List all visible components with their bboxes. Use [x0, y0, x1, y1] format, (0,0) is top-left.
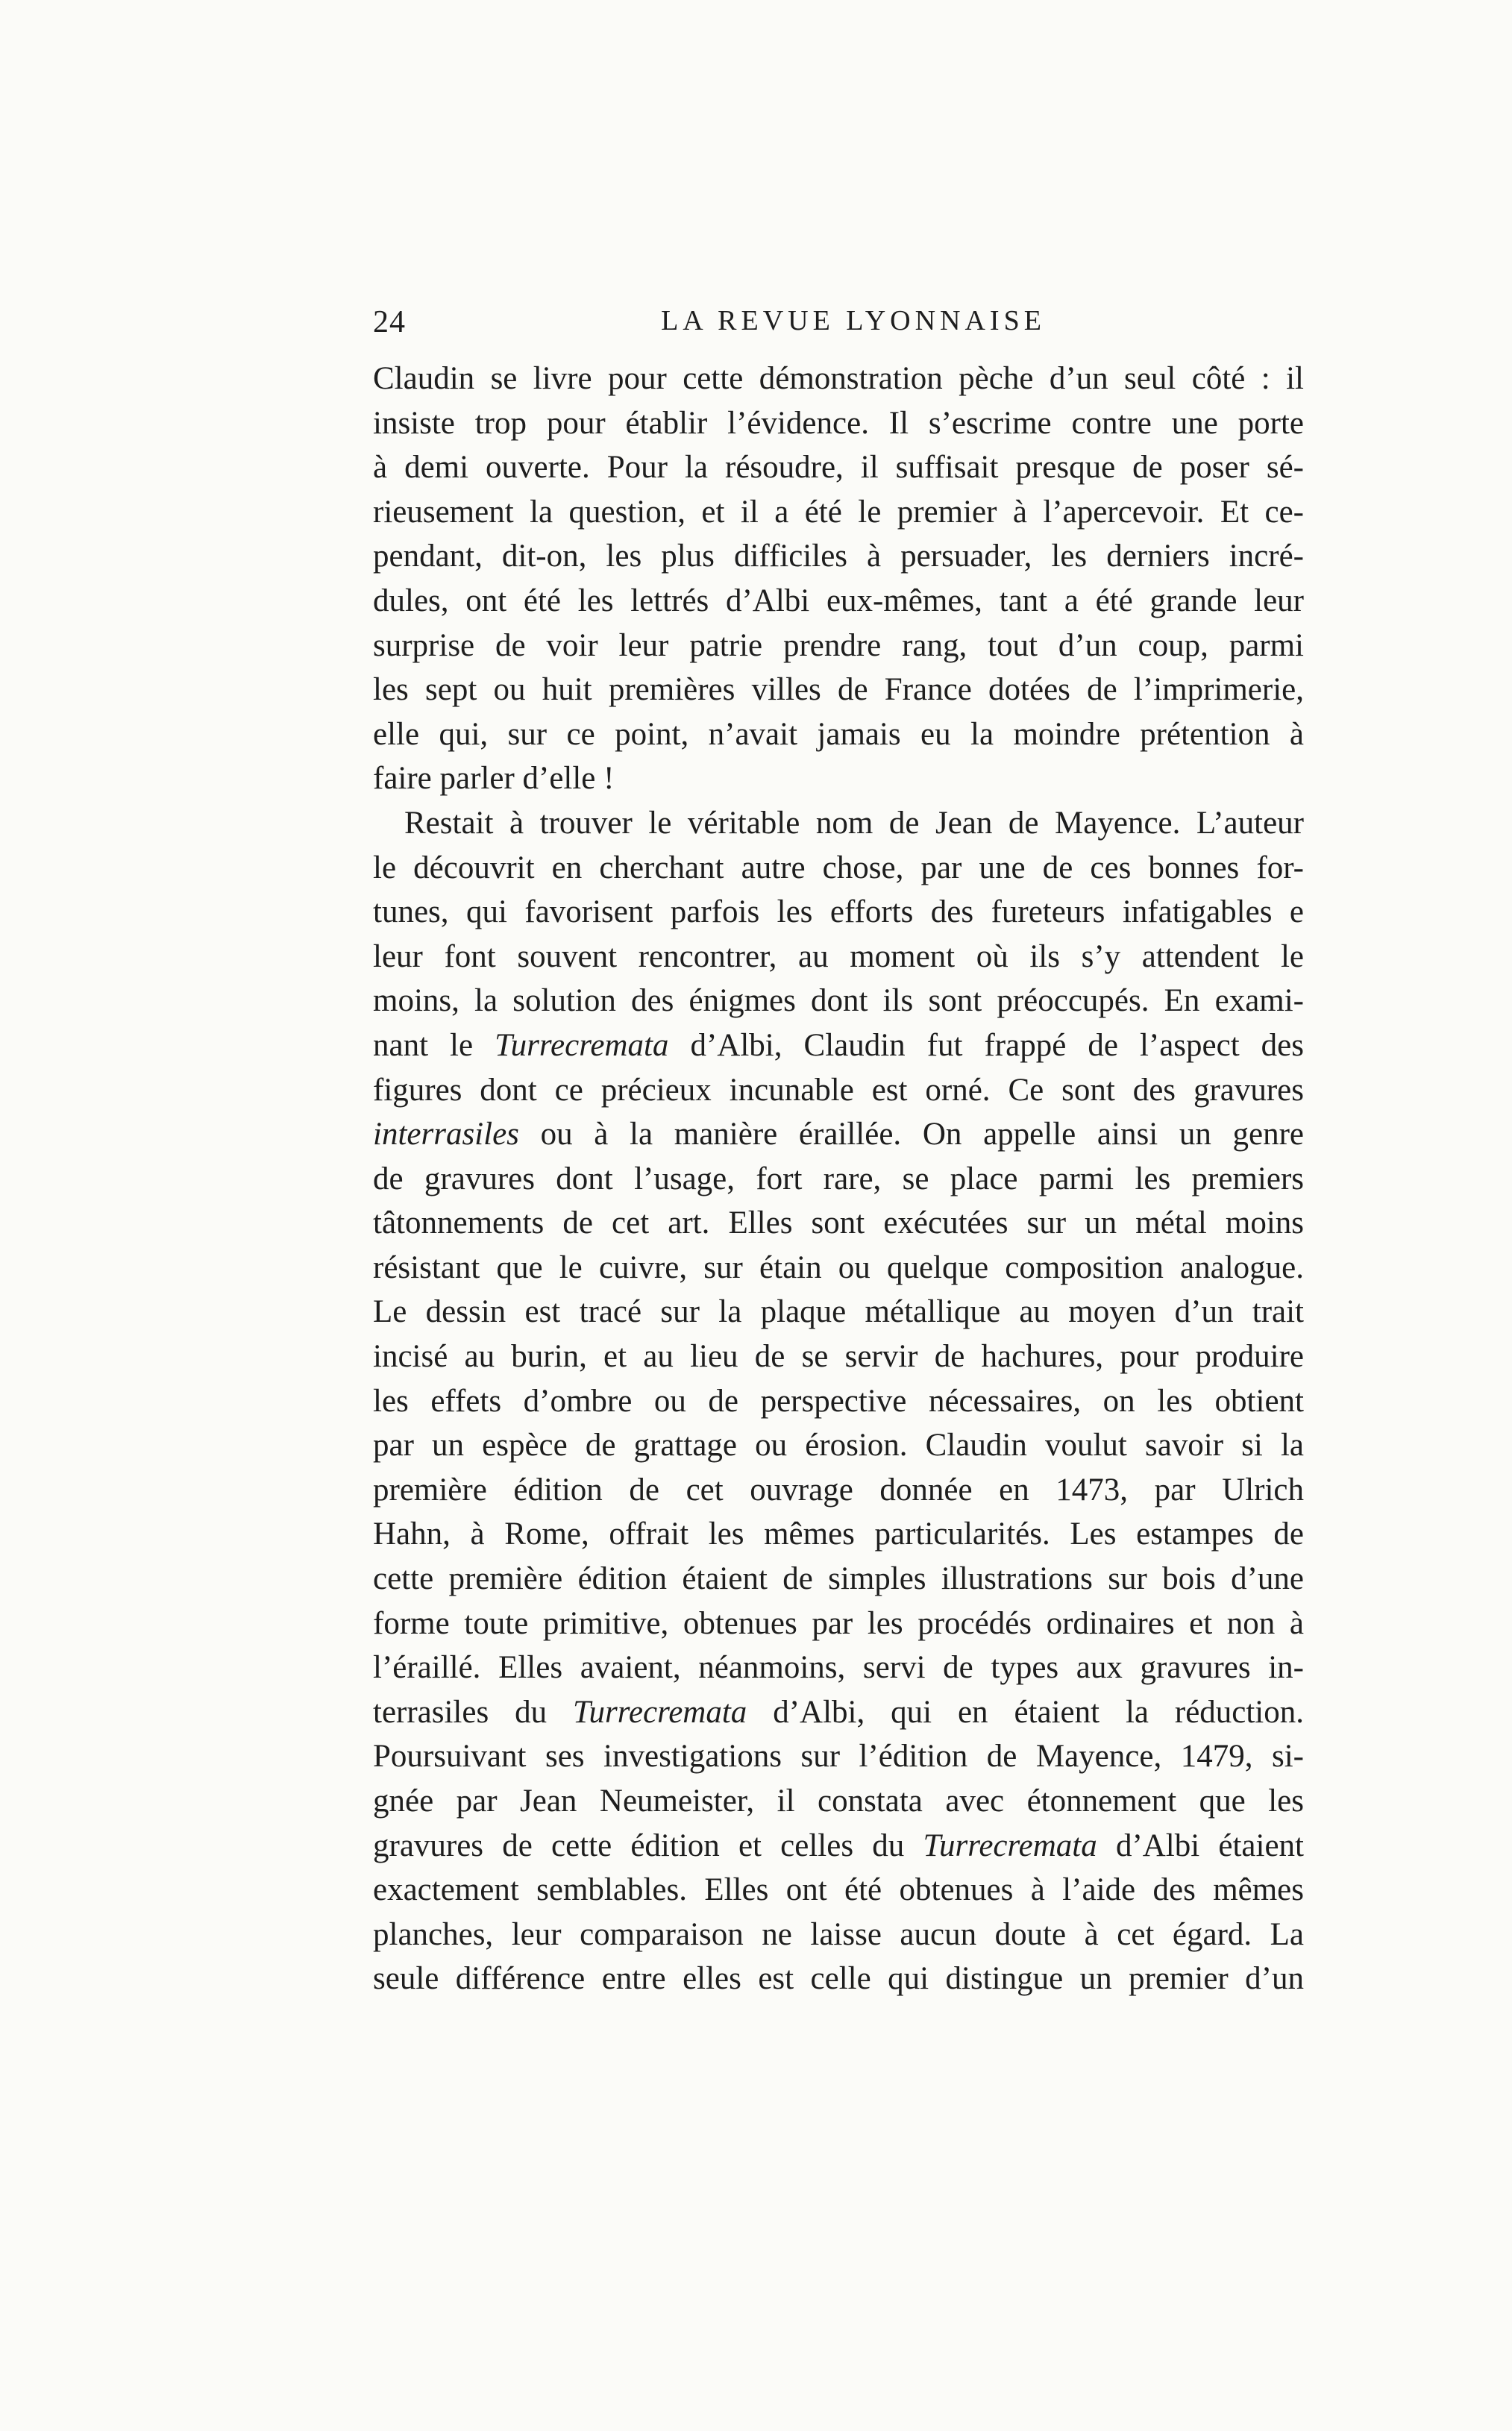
text-line: [373, 1690, 1304, 1735]
italic-term: interrasiles: [373, 1117, 519, 1152]
text-segment: d’Albi étaient: [1097, 1828, 1304, 1863]
text-segment: ou à la manière éraillée. On appelle ainsi un genre: [518, 1117, 1304, 1152]
text-segment: d’Albi, qui en étaient la réduction.: [747, 1694, 1305, 1730]
body-text: [373, 357, 1304, 2001]
text-line: [373, 1824, 1304, 1869]
text-line: faire parler d’elle !: [373, 761, 615, 797]
text-line: par un espèce de grattage ou érosion. Claudin voulut savoir si la: [373, 1428, 1304, 1464]
text-line: incisé au burin, et au lieu de se servir de hachures, pour produire: [373, 1339, 1304, 1375]
text-line: insiste trop pour établir l’évidence. Il s’escrime contre une porte: [373, 405, 1304, 441]
text-line: tâtonnements de cet art. Elles sont exécutées sur un métal moins: [373, 1205, 1304, 1241]
text-line: dules, ont été les lettrés d’Albi eux-mêmes, tant a été grande leur: [373, 583, 1304, 618]
text-line: l’éraillé. Elles avaient, néanmoins, servi de types aux gravures in-: [373, 1650, 1304, 1686]
text-line: Restait à trouver le véritable nom de Jean de Mayence. L’auteur: [404, 805, 1304, 841]
text-segment: terrasiles du: [373, 1694, 573, 1730]
text-line: moins, la solution des énigmes dont ils sont préoccupés. En exami-: [373, 983, 1304, 1019]
text-line: rieusement la question, et il a été le premier à l’apercevoir. Et ce-: [373, 494, 1304, 530]
text-line: de gravures dont l’usage, fort rare, se place parmi les premiers: [373, 1161, 1304, 1196]
running-title: LA REVUE LYONNAISE: [661, 305, 1046, 336]
text-segment: nant le: [373, 1027, 495, 1063]
italic-title: Turrecremata: [495, 1027, 669, 1063]
text-line: résistant que le cuivre, sur étain ou quelque composition analogue.: [373, 1249, 1304, 1285]
text-line: cette première édition étaient de simples illustrations sur bois d’une: [373, 1561, 1304, 1597]
italic-title: Turrecremata: [573, 1694, 747, 1730]
text-line: planches, leur comparaison ne laisse aucun doute à cet égard. La: [373, 1916, 1304, 1952]
text-line: pendant, dit-on, les plus difficiles à persuader, les derniers incré-: [373, 539, 1304, 574]
text-line: forme toute primitive, obtenues par les procédés ordinaires et non à: [373, 1605, 1304, 1641]
italic-title: Turrecremata: [923, 1828, 1097, 1863]
text-line: leur font souvent rencontrer, au moment où ils s’y attendent le: [373, 938, 1304, 974]
page-number: 24: [373, 305, 406, 339]
text-line: les sept ou huit premières villes de France dotées de l’imprimerie,: [373, 672, 1304, 708]
text-line: Hahn, à Rome, offrait les mêmes particularités. Les estampes de: [373, 1516, 1304, 1552]
text-line: Claudin se livre pour cette démonstration pèche d’un seul côté : il: [373, 361, 1304, 396]
text-line: le découvrit en cherchant autre chose, par une de ces bonnes for-: [373, 850, 1304, 885]
text-line: figures dont ce précieux incunable est orné. Ce sont des gravures: [373, 1072, 1304, 1108]
text-line: [373, 1023, 1304, 1068]
text-line: tunes, qui favorisent parfois les efforts des fureteurs infatigables e: [373, 894, 1304, 930]
text-segment: gravures de cette édition et celles du: [373, 1828, 923, 1863]
text-line: elle qui, sur ce point, n’avait jamais eu la moindre prétention à: [373, 716, 1304, 752]
running-head: [373, 304, 1304, 349]
text-line: Le dessin est tracé sur la plaque métallique au moyen d’un trait: [373, 1294, 1304, 1330]
text-line: seule différence entre elles est celle qui distingue un premier d’un: [373, 1961, 1304, 1997]
text-line: à demi ouverte. Pour la résoudre, il suffisait presque de poser sé-: [373, 450, 1304, 486]
text-segment: d’Albi, Claudin fut frappé de l’aspect des: [668, 1027, 1304, 1063]
text-line: gnée par Jean Neumeister, il constata avec étonnement que les: [373, 1784, 1304, 1819]
text-line: surprise de voir leur patrie prendre rang, tout d’un coup, parmi: [373, 627, 1304, 663]
text-line: exactement semblables. Elles ont été obtenues à l’aide des mêmes: [373, 1872, 1304, 1908]
text-line: première édition de cet ouvrage donnée en 1473, par Ulrich: [373, 1472, 1304, 1508]
text-line: Poursuivant ses investigations sur l’édition de Mayence, 1479, si-: [373, 1739, 1304, 1775]
text-line: [373, 1112, 1304, 1157]
text-line: les effets d’ombre ou de perspective nécessaires, on les obtient: [373, 1383, 1304, 1419]
